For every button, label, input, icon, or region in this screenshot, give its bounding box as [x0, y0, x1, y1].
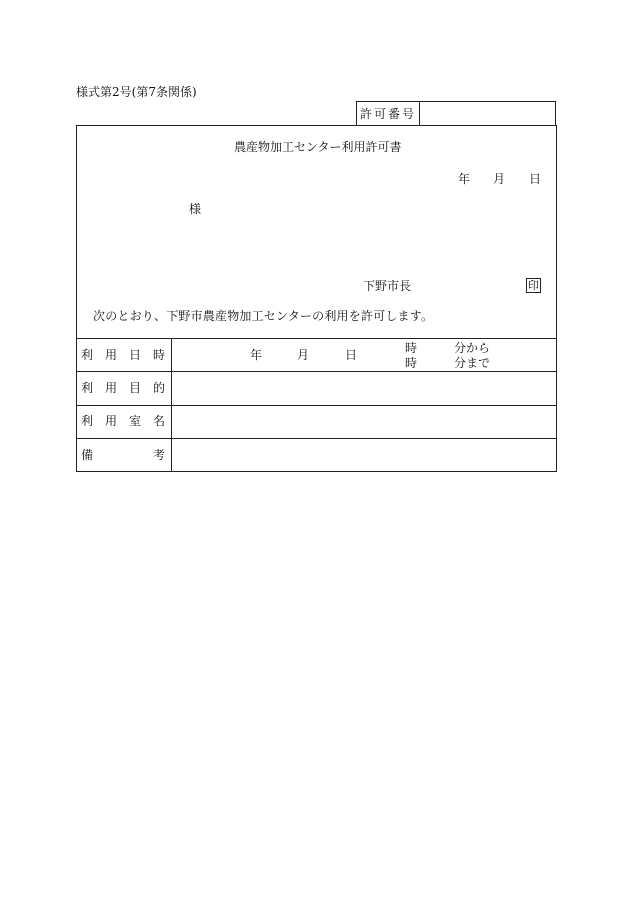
table-top-rule — [76, 338, 557, 339]
usage-hour-from-label: 時 — [405, 341, 418, 355]
usage-year-label: 年 — [250, 348, 263, 362]
row-label-room-name: 利 用 室 名 — [81, 414, 165, 428]
usage-minute-to-label: 分まで — [454, 356, 491, 370]
room-name-field[interactable] — [172, 406, 556, 437]
usage-purpose-field[interactable] — [172, 372, 556, 404]
usage-hour-to-label: 時 — [405, 356, 418, 370]
row-label-remarks: 備 考 — [81, 448, 165, 462]
row-label-usage-datetime: 利 用 日 時 — [81, 348, 165, 362]
usage-day-label: 日 — [345, 348, 358, 362]
permit-number-field[interactable] — [420, 102, 556, 125]
remarks-field[interactable] — [172, 439, 556, 471]
issue-day-label: 日 — [529, 172, 542, 186]
permit-number-box — [356, 101, 556, 125]
document-title: 農産物加工センター利用許可書 — [234, 140, 402, 154]
issuer-name: 下野市長 — [363, 279, 412, 293]
permit-number-label: 許可番号 — [357, 102, 420, 125]
issue-month-label: 月 — [493, 172, 506, 186]
issue-year-label: 年 — [458, 172, 471, 186]
row-label-usage-purpose: 利 用 目 的 — [81, 381, 165, 395]
permit-statement: 次のとおり、下野市農産物加工センターの利用を許可します。 — [93, 309, 434, 323]
usage-minute-from-label: 分から — [454, 341, 491, 355]
usage-month-label: 月 — [297, 348, 310, 362]
seal-mark: 印 — [528, 279, 539, 292]
form-number-label: 様式第2号(第7条関係) — [76, 85, 197, 99]
recipient-honorific: 様 — [189, 202, 202, 216]
